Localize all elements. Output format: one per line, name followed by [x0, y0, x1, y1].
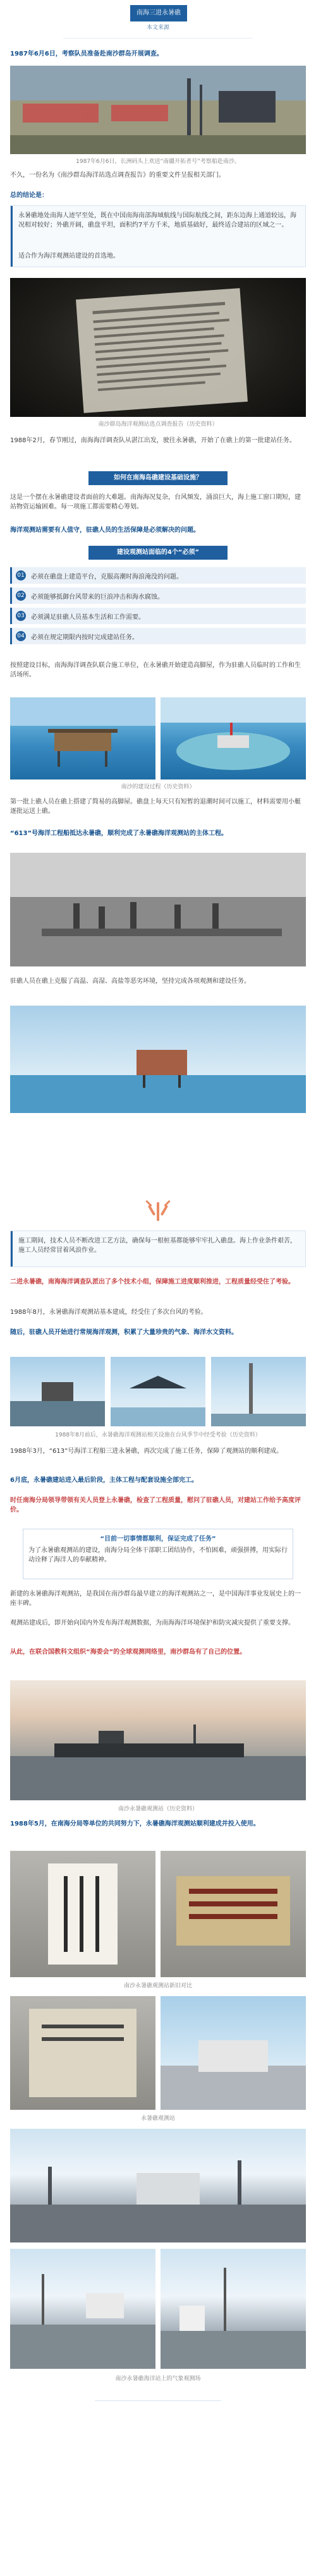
list-item: 02 必须能够抵御台风带来的巨浪冲击和海水腐蚀。	[10, 587, 306, 604]
number-badge: 04	[16, 631, 26, 641]
paragraph-data-release: 观测站建成后，即开始向国内外发布海洋观测数据，为南海海洋环境保护和防灾减灾提供了重要支撑。	[10, 1620, 295, 1627]
photo-weather-field-1	[10, 2249, 155, 2369]
paragraph-report: 不久，一份名为《南沙群岛海洋站选点调查报告》的重要文件呈报相关部门。	[10, 172, 225, 179]
number-badge: 03	[16, 611, 26, 621]
subhead-four-musts: 建设观测站面临的4个“必须”	[88, 546, 228, 560]
photo-reef-station	[10, 1006, 306, 1113]
paragraph-hardship: 驻礁人员在礁上克服了高温、高湿、高盐等恶劣环境，坚持完成各项观测和建设任务。	[10, 978, 250, 985]
coral-icon	[145, 1196, 171, 1221]
paragraph-challenge: 这是一个摆在永暑礁建设者面前的大难题。南海海况复杂，台风频发，涌浪巨大，海上施工窗口期短，建站物资运输困难。每一项施工都需要精心筹划。	[10, 494, 301, 510]
source-label: 本文来源	[146, 25, 169, 31]
paragraph-milestone: 新建的永暑礁海洋观测站，是我国在南沙群岛最早建立的海洋观测站之一，是中国海洋事业发展史上的一座丰碑。	[10, 1591, 301, 1607]
photo-station-sunset	[10, 1680, 306, 1800]
caption-comparison: 南沙永暑礁观测站新旧对比	[123, 1983, 192, 1989]
photo-old-plaque	[10, 1851, 155, 1977]
number-badge: 02	[16, 591, 26, 601]
quote-box	[23, 1529, 293, 1579]
photo-station-gate	[161, 1996, 306, 2110]
photo-weather-field-2	[161, 2249, 306, 2369]
photo-report-document	[10, 278, 306, 417]
paragraph-final-stage: 6月底，永暑礁建站进入最后阶段，主体工程与配套设施全部完工。	[10, 1477, 198, 1484]
caption-weather-field: 南沙永暑礁海洋站上的气象观测场	[115, 2376, 201, 2382]
paragraph-global-network: 从此，在联合国教科文组织“海委会”的全球观测网络里，南沙群岛有了自己的位置。	[10, 1649, 246, 1656]
section-tag: 南海三进永暑礁	[130, 5, 187, 21]
quote-text: 为了永暑礁观测站的建设，南海分局全体干部职工团结协作，不怕困难，顽强拼搏，用实际行动诠释了海洋人的奉献精神。	[28, 1547, 288, 1563]
header-divider	[63, 38, 253, 39]
box-accent	[11, 206, 13, 267]
article-header	[0, 0, 316, 43]
photo-construction-right	[161, 697, 306, 779]
quote-title: “目前一切事情都顺利，保证完成了任务”	[100, 1536, 216, 1543]
paragraph-stilt-house: 第一批上礁人员在礁上搭建了简易的高脚屋。礁盘上每天只有短暂的退潮时间可以施工，材料需要用小艇逐批运送上礁。	[10, 798, 301, 815]
paragraph-inspection: 时任南海分局领导带领有关人员登上永暑礁，检查了工程质量，慰问了驻礁人员，对建站工作给予高度评价。	[10, 1497, 301, 1514]
photo-ship-departure	[10, 66, 306, 154]
photo-typhoon-2	[111, 1357, 205, 1426]
paragraph-station-built: 1988年8月，永暑礁海洋观测站基本建成，经受住了多次台风的考验。	[10, 1309, 207, 1316]
caption-gate: 永暑礁观测站	[140, 2116, 175, 2122]
photo-station-rooftop	[10, 2129, 306, 2242]
paragraph-third-trip: 1988年3月，“613”号海洋工程船三进永暑礁，再次完成了施工任务，保障了观测站的顺利建成。	[10, 1448, 283, 1455]
photo-plaque-detail	[10, 1996, 155, 2110]
quote-box-workers: 施工期间，技术人员不断改进工艺方法，确保每一根桩基都能够牢牢扎入礁盘。海上作业条件艰苦，施工人员经常冒着风浪作业。	[10, 1231, 306, 1267]
paragraph-second-trip: 二进永暑礁，南海海洋调查队派出了多个技术小组，保障施工进度顺利推进，工程质量经受住了考验。	[10, 1279, 295, 1285]
conclusion-box	[10, 205, 306, 267]
photo-typhoon-3	[211, 1357, 306, 1426]
paragraph-ship-613: “613”号海洋工程船抵达永暑礁，顺利完成了永暑礁海洋观测站的主体工程。	[10, 830, 228, 837]
requirements-list	[10, 567, 306, 649]
caption-station: 南沙永暑礁观测站（历史资料）	[118, 1806, 198, 1812]
photo-typhoon-1	[10, 1357, 105, 1426]
footer-divider	[95, 2400, 221, 2401]
box-accent	[11, 1231, 13, 1267]
list-item: 03 必须满足驻礁人员基本生活和工作需要。	[10, 608, 306, 624]
paragraph-build-plan: 按照建设目标，南海海洋调查队联合施工单位，在永暑礁开始建造高脚屋，作为驻礁人员临时的工作和生活场所。	[10, 662, 301, 678]
caption-typhoon: 1988年8月前后，永暑礁海洋观测站相关设施在台风季节中经受考验（历史资料）	[55, 1432, 261, 1438]
caption-report: 南沙群岛海洋观测站选点调查报告（历史资料）	[98, 421, 218, 428]
photo-construction-left	[10, 697, 155, 779]
list-item: 01 必须在礁盘上建造平台，克服高潮时海浪淹没的问题。	[10, 567, 306, 584]
paragraph-observation: 随后，驻礁人员开始进行常规海洋观测，积累了大量珍贵的气象、海洋水文资料。	[10, 1329, 238, 1336]
paragraph-station-complete: 1988年5月，在南海分局等单位的共同努力下，永暑礁海洋观测站顺利建成并投入使用。	[10, 1821, 260, 1827]
paragraph-intro: 1987年6月6日，考察队员准备赴南沙群岛开展调查。	[10, 51, 163, 57]
conclusion-summary: 适合作为海洋观测站建设的首选地。	[18, 253, 119, 260]
paragraph-staffing: 海洋观测站需要有人值守，驻礁人员的生活保障是必须解决的问题。	[10, 527, 200, 534]
photo-workers	[10, 853, 306, 966]
caption-ship: 1987年6月6日，长洲码头上欢送“南疆开拓者号”考察船赴南沙。	[76, 159, 240, 165]
photo-new-plaque	[161, 1851, 306, 1977]
number-badge: 01	[16, 570, 26, 581]
paragraph-conclusion-label: 总的结论是：	[10, 192, 48, 199]
subhead-infrastructure: 如何在南海岛礁建设基础设施？	[88, 471, 228, 485]
paragraph-1988-feb: 1988年2月，春节刚过，南海海洋调查队从湛江出发，驶往永暑礁，开始了在礁上的第一批建站任务。	[10, 437, 296, 444]
caption-construction: 南沙的建设过程（历史资料）	[121, 784, 195, 790]
conclusion-text: 永暑礁地处南海人迹罕至处，既在中国南海南部海域航线与国际航线之间，距东边海上通道较远，海况相对较好；外礁开阔，礁盘平坦，面积约7平方千米，地质基础好，最终适合建站的区域之一。	[18, 212, 296, 229]
list-item: 04 必须在规定期限内按时完成建站任务。	[10, 628, 306, 644]
